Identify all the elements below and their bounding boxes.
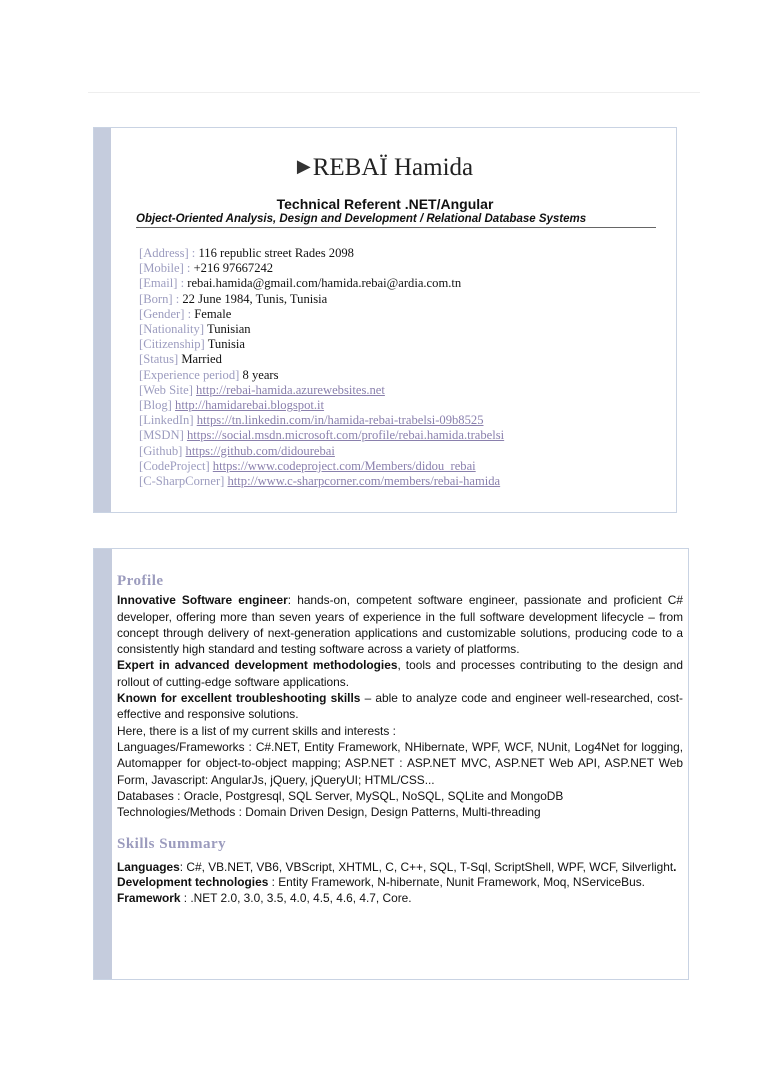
contact-value: rebai.hamida@gmail.com/hamida.rebai@ardia.com.tn <box>187 276 462 291</box>
contact-link[interactable]: https://social.msdn.microsoft.com/profile/rebai.hamida.trabelsi <box>186 428 505 443</box>
profile-paragraph: Technologies/Methods : Domain Driven Design, Design Patterns, Multi-threading <box>117 805 541 820</box>
contact-link[interactable]: http://www.c-sharpcorner.com/members/rebai-hamida <box>227 474 501 489</box>
profile-highlight: Innovative Software engineer <box>117 593 288 608</box>
contact-row <box>139 337 659 352</box>
skills-end-mark: . <box>673 859 677 874</box>
contact-label: [LinkedIn] <box>139 413 197 428</box>
contact-label: [C-SharpCorner] <box>139 474 228 489</box>
profile-paragraph: Languages/Frameworks : C#.NET, Entity Framework, NHibernate, WPF, WCF, NUnit, Log4Net for logging, Automapper for object-to-object mapping; ASP.NET : ASP.NET MVC, ASP.NET Web API, ASP.NET Web Form, Javascript: AngularJs, jQuery, jQueryUI; HTML/CSS... <box>117 739 683 787</box>
profile-text: , tools and processes contributing to the design and rollout of cutting-edge software applications. <box>117 658 683 689</box>
contact-value: 8 years <box>242 367 279 382</box>
contact-row <box>139 474 659 489</box>
profile-highlight: Expert in advanced development methodologies <box>117 658 398 673</box>
profile-slide <box>93 548 689 980</box>
contact-row <box>139 413 659 428</box>
candidate-name-text: REBAÏ Hamida <box>312 154 474 181</box>
contact-info-list <box>139 246 659 489</box>
contact-row <box>139 444 659 459</box>
skills-framework <box>117 891 683 906</box>
slide-side-strip <box>94 128 111 512</box>
skills-label: Framework <box>117 890 181 905</box>
skills-text: : C#, VB.NET, VB6, VBScript, XHTML, C, C++, SQL, T-Sql, ScriptShell, WPF, WCF, Silverlight <box>179 859 674 874</box>
contact-row <box>139 383 659 398</box>
contact-label: [MSDN] <box>139 428 187 443</box>
contact-value: +216 97667242 <box>193 261 274 276</box>
contact-label: [Experience period] <box>139 367 243 382</box>
contact-label: [Email] : <box>139 276 188 291</box>
profile-paragraph <box>117 690 683 723</box>
contact-link[interactable]: https://tn.linkedin.com/in/hamida-rebai-trabelsi-09b8525 <box>196 413 484 428</box>
contact-row <box>139 428 659 443</box>
contact-value: Tunisia <box>207 337 246 352</box>
contact-label: [Nationality] <box>139 322 207 337</box>
skills-text: : .NET 2.0, 3.0, 3.5, 4.0, 4.5, 4.6, 4.7, Core. <box>180 890 412 905</box>
profile-text: : hands-on, competent software engineer, passionate and proficient C# developer, offering more than seven years of experience in the full software development lifecycle – from concept through delivery of next-generation applications and customizable solutions, producing code to a consistently high standard and testing software across a variety of platforms. <box>117 593 683 657</box>
contact-value: Married <box>181 352 222 367</box>
profile-content <box>117 573 683 906</box>
profile-paragraph <box>117 657 683 690</box>
skills-text: : Entity Framework, N-hibernate, Nunit Framework, Moq, NServiceBus. <box>268 875 645 890</box>
contact-link[interactable]: http://hamidarebai.blogspot.it <box>175 398 325 413</box>
specialization: Object-Oriented Analysis, Design and Development / Relational Database Systems <box>136 213 656 228</box>
skills-list <box>117 860 683 906</box>
contact-row <box>139 261 659 276</box>
contact-row <box>139 322 659 337</box>
contact-label: [Citizenship] <box>139 337 208 352</box>
contact-row <box>139 352 659 367</box>
profile-paragraph: Databases : Oracle, Postgresql, SQL Server, MySQL, NoSQL, SQLite and MongoDB <box>117 788 564 803</box>
skills-label: Languages <box>117 859 180 874</box>
contact-row <box>139 276 659 291</box>
contact-label: [Gender] : <box>139 306 195 321</box>
slide-side-strip <box>94 549 112 979</box>
contact-label: [Web Site] <box>139 382 197 397</box>
contact-link[interactable]: https://github.com/didourebai <box>185 443 335 458</box>
contact-label: [Blog] <box>139 398 176 413</box>
skills-label: Development technologies <box>117 875 269 890</box>
job-title: Technical Referent .NET/Angular <box>276 196 494 212</box>
contact-label: [CodeProject] <box>139 458 213 473</box>
contact-row <box>139 398 659 413</box>
contact-label: [Born] : <box>139 291 183 306</box>
skills-languages <box>117 860 683 875</box>
profile-paragraph <box>117 592 683 657</box>
contact-value: 22 June 1984, Tunis, Tunisia <box>182 291 328 306</box>
contact-link[interactable]: https://www.codeproject.com/Members/didou_rebai <box>212 458 476 473</box>
contact-value: 116 republic street Rades 2098 <box>198 246 354 260</box>
contact-slide <box>93 127 677 513</box>
contact-row <box>139 246 659 261</box>
page-top-divider <box>88 92 700 93</box>
candidate-name <box>94 154 676 182</box>
contact-label: [Status] <box>139 352 182 367</box>
triangle-right-icon: ▶ <box>296 156 311 176</box>
contact-label: [Address] : <box>139 246 199 260</box>
contact-row <box>139 368 659 383</box>
skills-dev-tech <box>117 875 683 890</box>
contact-row <box>139 307 659 322</box>
contact-label: [Github] <box>139 443 186 458</box>
contact-row <box>139 292 659 307</box>
contact-label: [Mobile] : <box>139 261 194 276</box>
contact-row <box>139 459 659 474</box>
profile-text: – able to analyze code and engineer well-researched, cost-effective and responsive solutions. <box>117 691 683 722</box>
contact-link[interactable]: http://rebai-hamida.azurewebsites.net <box>196 382 385 397</box>
profile-paragraph: Here, there is a list of my current skills and interests : <box>117 723 396 738</box>
contact-value: Tunisian <box>206 322 251 337</box>
profile-highlight: Known for excellent troubleshooting skills <box>117 691 361 706</box>
contact-value: Female <box>194 306 232 321</box>
profile-heading: Profile <box>117 573 164 589</box>
skills-heading: Skills Summary <box>117 836 227 853</box>
